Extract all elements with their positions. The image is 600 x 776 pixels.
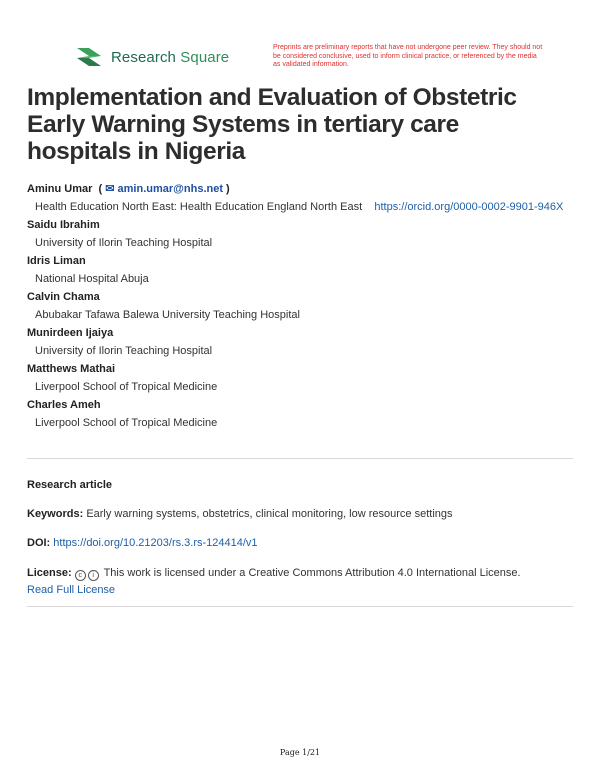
cc-by-icon: i (88, 570, 99, 581)
preprint-notice: Preprints are preliminary reports that have not undergone peer review. They should not be considered conclusive, used to inform clinical practice, or referenced by the media as validated information. (273, 44, 543, 68)
author-name: Saidu Ibrahim (27, 219, 100, 231)
author-affiliation: Liverpool School of Tropical Medicine (35, 417, 218, 429)
logo-text: Research Square (111, 48, 230, 66)
author-name: Munirdeen Ijaiya (27, 327, 114, 339)
cc-icon: c (75, 570, 86, 581)
header (75, 44, 543, 76)
author-affiliation: Health Education North East: Health Education England North East https://orcid.org/0000-0002-9901-946X (35, 201, 564, 213)
orcid-link[interactable]: https://orcid.org/0000-0002-9901-946X (374, 201, 564, 213)
read-full-license-link[interactable]: Read Full License (27, 584, 116, 596)
divider (27, 606, 573, 607)
author-name: Calvin Chama (27, 291, 100, 303)
research-square-logo[interactable] (75, 44, 229, 70)
email-icon: ✉ (105, 183, 115, 195)
divider (27, 458, 573, 459)
author-affiliation: University of Ilorin Teaching Hospital (35, 237, 213, 249)
author-affiliation: University of Ilorin Teaching Hospital (35, 345, 213, 357)
author-name: Charles Ameh (27, 399, 101, 411)
license: License: c i This work is licensed under a Creative Commons Attribution 4.0 International License. Read Full License (27, 567, 521, 596)
article-type: Research article (27, 479, 112, 491)
author-affiliation: Abubakar Tafawa Balewa University Teaching Hospital (35, 309, 300, 321)
author-list (27, 180, 577, 432)
author-affiliation: Liverpool School of Tropical Medicine (35, 381, 218, 393)
doi-link[interactable]: https://doi.org/10.21203/rs.3.rs-124414/v1 (53, 537, 258, 549)
page-number: Page 1/21 (279, 748, 321, 757)
page-title: Implementation and Evaluation of Obstetric Early Warning Systems in tertiary care hospitals in Nigeria (27, 84, 517, 165)
author-affiliation: National Hospital Abuja (35, 273, 149, 285)
author-name: Idris Liman (27, 255, 86, 267)
author-email-link[interactable]: amin.umar@nhs.net (117, 183, 223, 195)
research-square-logo-icon (75, 44, 103, 70)
author-name: Matthews Mathai (27, 363, 116, 375)
doi: DOI: https://doi.org/10.21203/rs.3.rs-124414/v1 (27, 537, 258, 549)
keywords: Keywords: Early warning systems, obstetrics, clinical monitoring, low resource settings (27, 508, 453, 520)
author-name: Aminu Umar ( ✉ amin.umar@nhs.net ) (27, 183, 230, 195)
